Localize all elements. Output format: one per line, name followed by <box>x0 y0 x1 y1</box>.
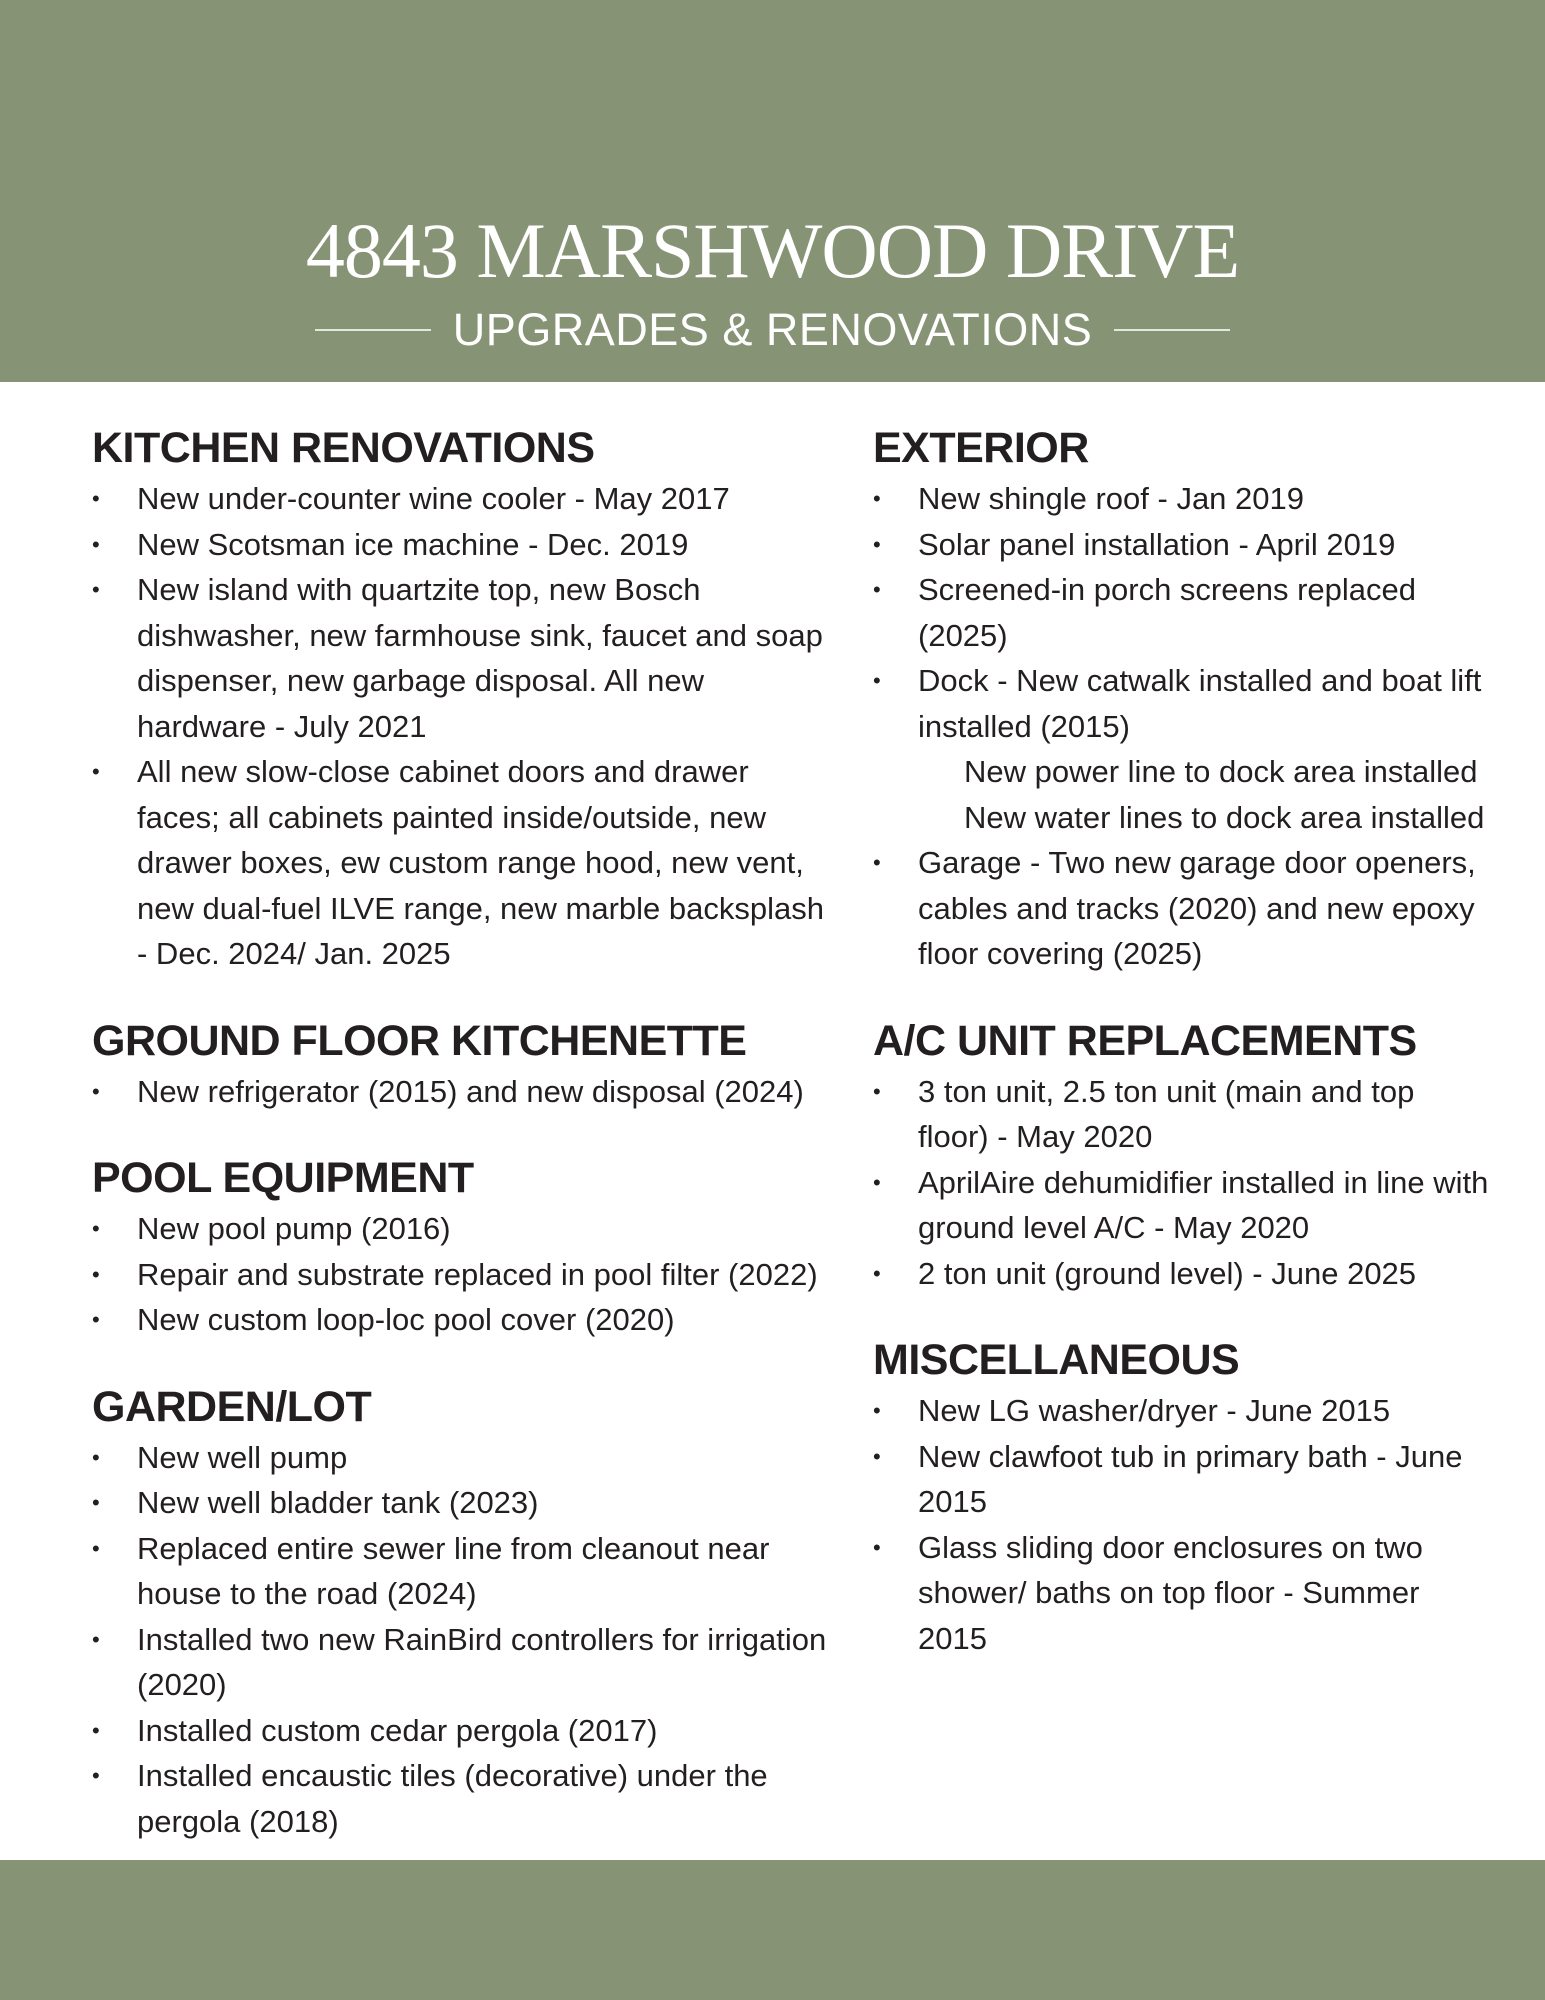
section-heading: EXTERIOR <box>873 424 1089 472</box>
section-heading: MISCELLANEOUS <box>873 1336 1240 1384</box>
list-item: • Garage - Two new garage door openers, cables and tracks (2020) and new epoxy floor covering (2025) <box>873 840 1493 977</box>
section-heading: GROUND FLOOR KITCHENETTE <box>92 1016 747 1065</box>
left-column <box>92 420 832 1880</box>
section-miscellaneous <box>873 1332 1493 1661</box>
item-list <box>873 476 1493 977</box>
section-heading: A/C UNIT REPLACEMENTS <box>873 1016 1417 1065</box>
divider-left <box>315 329 431 331</box>
list-item: • New custom loop-loc pool cover (2020) <box>92 1297 832 1343</box>
item-list <box>92 1206 832 1343</box>
list-item: • Screened-in porch screens replaced (2025) <box>873 567 1493 658</box>
list-item: • Installed two new RainBird controllers for irrigation (2020) <box>92 1617 832 1708</box>
section-kitchen-renovations <box>92 420 832 977</box>
page-subtitle: UPGRADES & RENOVATIONS <box>452 304 1093 355</box>
header-banner <box>0 0 1545 382</box>
list-item: • Installed encaustic tiles (decorative) under the pergola (2018) <box>92 1753 832 1844</box>
list-item: • 3 ton unit, 2.5 ton unit (main and top floor) - May 2020 <box>873 1069 1493 1160</box>
list-item: • AprilAire dehumidifier installed in line with ground level A/C - May 2020 <box>873 1160 1493 1251</box>
list-item: • New shingle roof - Jan 2019 <box>873 476 1493 522</box>
list-item: • New LG washer/dryer - June 2015 <box>873 1388 1493 1434</box>
list-item: • Glass sliding door enclosures on two shower/ baths on top floor - Summer 2015 <box>873 1525 1493 1662</box>
list-item: • All new slow-close cabinet doors and drawer faces; all cabinets painted inside/outside, new drawer boxes, ew custom range hood, new vent, new dual-fuel ILVE range, new marble backsplash - Dec. 2024/ Jan. 2025 <box>92 749 832 977</box>
list-item: • 2 ton unit (ground level) - June 2025 <box>873 1251 1493 1297</box>
section-garden-lot <box>92 1379 832 1845</box>
list-item: • New well pump <box>92 1435 832 1481</box>
list-item: • New pool pump (2016) <box>92 1206 832 1252</box>
list-item: • New Scotsman ice machine - Dec. 2019 <box>92 522 832 568</box>
sub-list-item: New power line to dock area installed <box>964 754 1478 789</box>
item-list <box>873 1388 1493 1661</box>
section-heading: KITCHEN RENOVATIONS <box>92 424 595 472</box>
footer-banner <box>0 1860 1545 2000</box>
section-heading: POOL EQUIPMENT <box>92 1154 474 1202</box>
section-exterior <box>873 420 1493 977</box>
list-item: • Replaced entire sewer line from cleanout near house to the road (2024) <box>92 1526 832 1617</box>
sub-list-item: New water lines to dock area installed <box>964 799 1485 835</box>
page-title: 4843 MARSHWOOD DRIVE <box>305 207 1240 294</box>
item-list <box>873 1069 1493 1297</box>
list-item: • Installed custom cedar pergola (2017) <box>92 1708 832 1754</box>
item-list <box>92 476 832 977</box>
divider-right <box>1114 329 1230 331</box>
list-item: • New well bladder tank (2023) <box>92 1480 832 1526</box>
subtitle-row <box>0 300 1545 360</box>
item-list <box>92 1435 832 1845</box>
section-pool-equipment <box>92 1150 832 1343</box>
item-list <box>92 1069 832 1115</box>
list-item: • Solar panel installation - April 2019 <box>873 522 1493 568</box>
section-ground-floor-kitchenette <box>92 1013 832 1115</box>
list-item: • New refrigerator (2015) and new disposal (2024) <box>92 1069 832 1115</box>
section-heading: GARDEN/LOT <box>92 1382 372 1431</box>
list-item: • New island with quartzite top, new Bosch dishwasher, new farmhouse sink, faucet and soap dispenser, new garbage disposal. All new hardware - July 2021 <box>92 567 832 749</box>
list-item: • Repair and substrate replaced in pool filter (2022) <box>92 1252 832 1298</box>
section-a-c-unit-replacements <box>873 1013 1493 1297</box>
list-item: • Dock - New catwalk installed and boat lift installed (2015) <box>873 658 1493 749</box>
list-item: • New clawfoot tub in primary bath - June 2015 <box>873 1434 1493 1525</box>
list-item: • New under-counter wine cooler - May 2017 <box>92 476 832 522</box>
right-column <box>873 420 1493 1697</box>
